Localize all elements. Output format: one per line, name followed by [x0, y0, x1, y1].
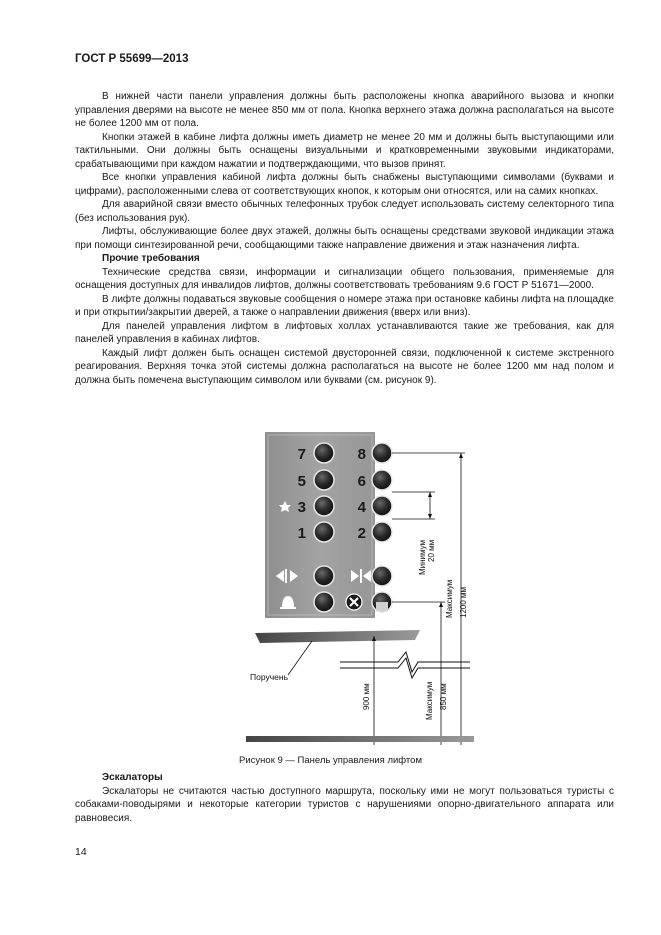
- paragraph: Кнопки этажей в кабине лифта должны иметь диаметр не менее 20 мм и должны быть выступающими или тактильными. Они должны быть оснащены визуальными и кратковременными звуковыми индикаторами, срабатывающими при каждом нажатии и подтверждающими, что вызов принят.: [75, 131, 614, 170]
- floor-button-8: [372, 443, 392, 463]
- main-text-block: [75, 90, 614, 387]
- floor-label-7: 7: [297, 446, 306, 463]
- door-close-button: [372, 566, 392, 586]
- paragraph: Каждый лифт должен быть оснащен системой двусторонней связи, подключенной к системе экстренного реагирования. Верхняя точка этой системы должна располагаться на высоте не более 1200 мм над полом и должна быть помечена выступающим символом или буквами (см. рисунок 9).: [75, 347, 614, 386]
- label-handrail: Поручень: [250, 672, 288, 682]
- paragraph: В нижней части панели управления должны быть расположены кнопка аварийного вызова и кнопки управления дверями на высоте не менее 850 мм от пола. Кнопка верхнего этажа должна располагаться на высоте не более 1200 мм от пола.: [75, 91, 614, 129]
- paragraph: Для аварийной связи вместо обычных телефонных трубок следует использовать систему селекторного типа (без использования рук).: [75, 199, 614, 224]
- paragraph: В лифте должны подаваться звуковые сообщения о номере этажа при остановке кабины лифта на площадке и при открытии/закрытии дверей, а также о направлении движения (вверх или вниз).: [75, 293, 614, 318]
- alarm-button: [314, 592, 334, 612]
- paragraph: Все кнопки управления кабиной лифта должны быть снабжены выступающими символами (буквами и цифрами), расположенными слева от соответствующих кнопок, к которым они относятся, или на самих кнопках.: [75, 172, 614, 197]
- handrail: [255, 630, 420, 643]
- label-maximum-850: Максимум: [425, 681, 434, 720]
- floor-label-5: 5: [297, 473, 306, 490]
- floor-button-5: [314, 470, 334, 490]
- elevator-panel-figure: [240, 430, 500, 750]
- paragraph: Технические средства связи, информации и сигнализации общего пользования, применяемые для оснащения доступных для инвалидов лифтов, должны соответствовать требованиям 9.6 ГОСТ Р 51671—2000.: [75, 266, 614, 291]
- floor-button-7: [314, 443, 334, 463]
- floor-label-3: 3: [297, 499, 306, 516]
- break-line-top: [340, 652, 470, 672]
- lock-icon: [376, 602, 388, 611]
- floor-label-8: 8: [357, 446, 366, 463]
- figure-drawing: [240, 430, 500, 745]
- floor-label-1: 1: [297, 525, 306, 542]
- floor-label-4: 4: [357, 499, 366, 516]
- page-number: 14: [75, 846, 87, 858]
- floor-button-3: [314, 496, 334, 516]
- figure-caption: Рисунок 9 — Панель управления лифтом: [239, 755, 422, 766]
- floor-button-6: [372, 470, 392, 490]
- document-header: ГОСТ Р 55699—2013: [75, 53, 189, 65]
- label-850mm: 850 мм: [439, 683, 448, 710]
- paragraph: Лифты, обслуживающие более двух этажей, должны быть оснащены средствами звуковой индикации этажа при помощи синтезированной речи, сообщающими также направление движения и этаж назначения лифта.: [75, 226, 614, 251]
- label-minimum: Минимум: [418, 539, 427, 575]
- label-20mm: 20 мм: [427, 539, 436, 562]
- label-maximum-1200: Максимум: [445, 579, 454, 618]
- floor-label-2: 2: [357, 525, 366, 542]
- label-1200mm: 1200 мм: [459, 586, 468, 618]
- paragraph: Для панелей управления лифтом в лифтовых холлах устанавливаются такие же требования, как для панелей управления в кабинах лифтов.: [75, 320, 614, 345]
- floor-button-1: [314, 522, 334, 542]
- section-heading-other: Прочие требования: [102, 253, 200, 264]
- door-open-button: [314, 566, 334, 586]
- label-900mm: 900 мм: [362, 683, 371, 710]
- escalators-section: [75, 771, 614, 825]
- floor-line: [246, 736, 474, 742]
- paragraph: Эскалаторы не считаются частью доступного маршрута, поскольку ими не могут пользоваться туристы с собаками-поводырями и некоторые категории туристов с нарушениями опорно-двигательного аппарата или равновесия.: [75, 785, 614, 824]
- section-heading-escalators: Эскалаторы: [102, 772, 163, 783]
- floor-button-4: [372, 496, 392, 516]
- floor-button-2: [372, 522, 392, 542]
- break-line-bottom: [340, 658, 470, 678]
- floor-label-6: 6: [357, 473, 366, 490]
